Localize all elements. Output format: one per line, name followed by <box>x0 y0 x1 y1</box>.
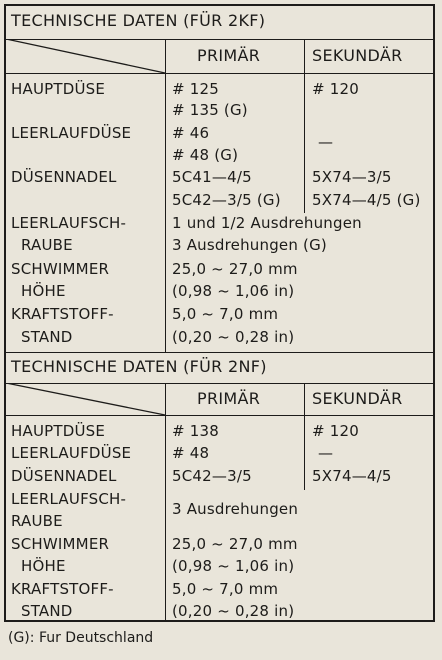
row-label: STAND <box>21 602 73 620</box>
row-label: DÜSENNADEL <box>11 467 117 485</box>
column-header-primary: PRIMÄR <box>197 46 261 65</box>
cell-value: # 48 (G) <box>172 146 239 164</box>
row-label: HAUPTDÜSE <box>11 422 106 440</box>
column-header-primary: PRIMÄR <box>197 389 261 408</box>
row-label: LEERLAUFDÜSE <box>11 444 132 462</box>
row-label: SCHWIMMER <box>11 535 110 553</box>
row-label: RAUBE <box>21 236 73 254</box>
row-label: LEERLAUFDÜSE <box>11 124 132 142</box>
column-header-secondary: SEKUNDÄR <box>312 389 403 408</box>
cell-value: — <box>318 133 334 151</box>
cell-value: 25,0 ~ 27,0 mm <box>172 535 298 553</box>
cell-value: # 48 <box>172 444 210 462</box>
column-header-secondary: SEKUNDÄR <box>312 46 403 65</box>
cell-value: 5,0 ~ 7,0 mm <box>172 580 279 598</box>
cell-value: (0,20 ~ 0,28 in) <box>172 328 295 346</box>
header-diagonal <box>6 39 166 74</box>
section-title: TECHNISCHE DATEN (FÜR 2NF) <box>11 357 267 376</box>
cell-value: # 120 <box>312 422 359 440</box>
cell-value: 1 und 1/2 Ausdrehungen <box>172 214 362 232</box>
row-label: HÖHE <box>21 557 66 575</box>
section-title: TECHNISCHE DATEN (FÜR 2KF) <box>11 11 266 30</box>
footnote: (G): Fur Deutschland <box>8 630 154 646</box>
row-label: DÜSENNADEL <box>11 168 117 186</box>
row-label: HÖHE <box>21 282 66 300</box>
rule <box>165 383 166 621</box>
cell-value: (0,98 ~ 1,06 in) <box>172 282 295 300</box>
row-label: SCHWIMMER <box>11 260 110 278</box>
cell-value: 5X74—4/5 (G) <box>312 191 421 209</box>
cell-value: # 120 <box>312 80 359 98</box>
row-label: KRAFTSTOFF- <box>11 305 114 323</box>
cell-value: 3 Ausdrehungen (G) <box>172 236 327 254</box>
cell-value: 5C42—3/5 (G) <box>172 191 281 209</box>
header-diagonal <box>6 383 166 416</box>
row-label: KRAFTSTOFF- <box>11 580 114 598</box>
cell-value: (0,20 ~ 0,28 in) <box>172 602 295 620</box>
cell-value: (0,98 ~ 1,06 in) <box>172 557 295 575</box>
row-label: HAUPTDÜSE <box>11 80 106 98</box>
rule <box>6 352 434 353</box>
cell-value: # 125 <box>172 80 219 98</box>
rule <box>304 383 305 490</box>
cell-value: # 135 (G) <box>172 101 248 119</box>
row-label: LEERLAUFSCH- <box>11 490 127 508</box>
cell-value: 3 Ausdrehungen <box>172 500 299 518</box>
row-label: STAND <box>21 328 73 346</box>
row-label: LEERLAUFSCH- <box>11 214 127 232</box>
cell-value: # 46 <box>172 124 210 142</box>
cell-value: 25,0 ~ 27,0 mm <box>172 260 298 278</box>
cell-value: # 138 <box>172 422 219 440</box>
cell-value: 5X74—4/5 <box>312 467 392 485</box>
rule <box>165 39 166 352</box>
cell-value: — <box>318 444 334 462</box>
rule <box>304 39 305 213</box>
cell-value: 5C42—3/5 <box>172 467 252 485</box>
cell-value: 5,0 ~ 7,0 mm <box>172 305 279 323</box>
row-label: RAUBE <box>11 512 63 530</box>
cell-value: 5X74—3/5 <box>312 168 392 186</box>
cell-value: 5C41—4/5 <box>172 168 252 186</box>
